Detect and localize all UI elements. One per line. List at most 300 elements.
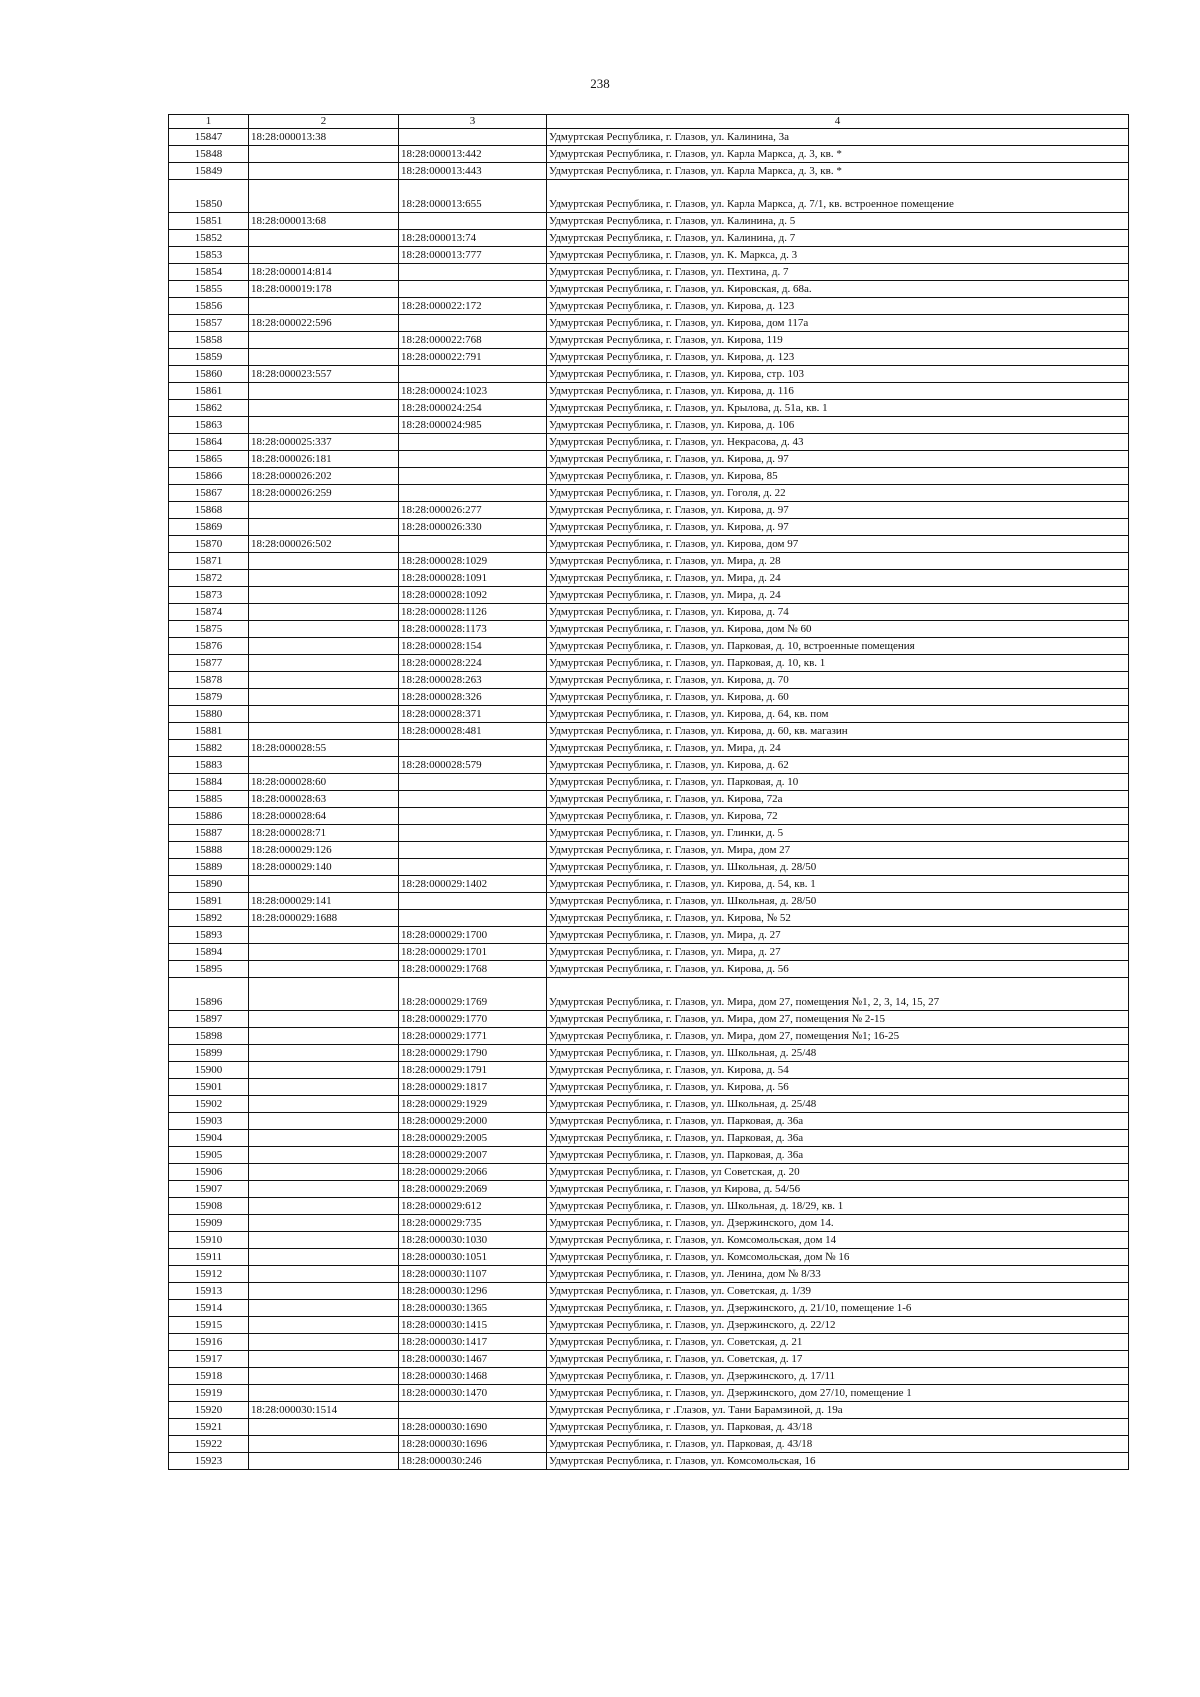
row-number-cell: 15913 [169, 1283, 249, 1300]
address-cell: Удмуртская Республика, г. Глазов, ул. Парковая, д. 36а [547, 1147, 1129, 1164]
cadastral-land-cell [249, 1045, 399, 1062]
cadastral-object-cell [399, 434, 547, 451]
address-cell: Удмуртская Республика, г. Глазов, ул. Дзержинского, дом 27/10, помещение 1 [547, 1385, 1129, 1402]
address-cell: Удмуртская Республика, г. Глазов, ул. Мира, д. 28 [547, 553, 1129, 570]
cadastral-object-cell [399, 281, 547, 298]
address-cell: Удмуртская Республика, г. Глазов, ул. Дзержинского, дом 14. [547, 1215, 1129, 1232]
row-number-cell: 15850 [169, 180, 249, 213]
table-row [169, 1215, 1129, 1232]
cadastral-land-cell: 18:28:000029:141 [249, 893, 399, 910]
cadastral-object-cell: 18:28:000029:1768 [399, 961, 547, 978]
table-row [169, 230, 1129, 247]
cadastral-object-cell: 18:28:000029:1790 [399, 1045, 547, 1062]
cadastral-land-cell [249, 1130, 399, 1147]
row-number-cell: 15908 [169, 1198, 249, 1215]
cadastral-land-cell [249, 876, 399, 893]
address-cell: Удмуртская Республика, г. Глазов, ул. Кирова, дом № 60 [547, 621, 1129, 638]
address-cell: Удмуртская Республика, г. Глазов, ул. Школьная, д. 28/50 [547, 859, 1129, 876]
cadastral-land-cell [249, 587, 399, 604]
address-cell: Удмуртская Республика, г. Глазов, ул Советская, д. 20 [547, 1164, 1129, 1181]
table-row [169, 1249, 1129, 1266]
cadastral-object-cell [399, 485, 547, 502]
row-number-cell: 15854 [169, 264, 249, 281]
row-number-cell: 15847 [169, 129, 249, 146]
cadastral-object-cell: 18:28:000024:254 [399, 400, 547, 417]
table-row [169, 672, 1129, 689]
address-cell: Удмуртская Республика, г. Глазов, ул. Калинина, д. 7 [547, 230, 1129, 247]
address-cell: Удмуртская Республика, г. Глазов, ул. Парковая, д. 10, кв. 1 [547, 655, 1129, 672]
address-cell: Удмуртская Республика, г. Глазов, ул. Кирова, д. 60, кв. магазин [547, 723, 1129, 740]
address-cell: Удмуртская Республика, г. Глазов, ул. Кирова, д. 123 [547, 298, 1129, 315]
cadastral-land-cell: 18:28:000026:259 [249, 485, 399, 502]
cadastral-object-cell: 18:28:000028:154 [399, 638, 547, 655]
table-body [169, 129, 1129, 1470]
address-cell: Удмуртская Республика, г. Глазов, ул. Парковая, д. 10 [547, 774, 1129, 791]
row-number-cell: 15895 [169, 961, 249, 978]
address-cell: Удмуртская Республика, г. Глазов, ул. Кирова, 72а [547, 791, 1129, 808]
cadastral-land-cell [249, 1232, 399, 1249]
row-number-cell: 15852 [169, 230, 249, 247]
cadastral-object-cell: 18:28:000013:74 [399, 230, 547, 247]
cadastral-land-cell [249, 1181, 399, 1198]
row-number-cell: 15882 [169, 740, 249, 757]
header-col-2: 2 [249, 115, 399, 129]
cadastral-object-cell [399, 366, 547, 383]
table-row [169, 536, 1129, 553]
cadastral-object-cell: 18:28:000022:768 [399, 332, 547, 349]
cadastral-object-cell: 18:28:000029:612 [399, 1198, 547, 1215]
row-number-cell: 15899 [169, 1045, 249, 1062]
cadastral-object-cell: 18:28:000029:1770 [399, 1011, 547, 1028]
address-cell: Удмуртская Республика, г. Глазов, ул. К. Маркса, д. 3 [547, 247, 1129, 264]
row-number-cell: 15878 [169, 672, 249, 689]
address-cell: Удмуртская Республика, г. Глазов, ул. Дзержинского, д. 22/12 [547, 1317, 1129, 1334]
cadastral-land-cell [249, 146, 399, 163]
row-number-cell: 15863 [169, 417, 249, 434]
cadastral-object-cell [399, 536, 547, 553]
address-cell: Удмуртская Республика, г. Глазов, ул. Кирова, д. 116 [547, 383, 1129, 400]
address-cell: Удмуртская Республика, г. Глазов, ул. Гоголя, д. 22 [547, 485, 1129, 502]
row-number-cell: 15872 [169, 570, 249, 587]
address-cell: Удмуртская Республика, г. Глазов, ул. Кирова, стр. 103 [547, 366, 1129, 383]
row-number-cell: 15874 [169, 604, 249, 621]
cadastral-land-cell [249, 180, 399, 213]
row-number-cell: 15857 [169, 315, 249, 332]
address-cell: Удмуртская Республика, г .Глазов, ул. Тани Барамзиной, д. 19а [547, 1402, 1129, 1419]
cadastral-object-cell: 18:28:000013:777 [399, 247, 547, 264]
address-cell: Удмуртская Республика, г. Глазов, ул. Карла Маркса, д. 7/1, кв. встроенное помещение [547, 180, 1129, 213]
address-cell: Удмуртская Республика, г. Глазов, ул. Кирова, дом 117а [547, 315, 1129, 332]
cadastral-object-cell: 18:28:000029:1402 [399, 876, 547, 893]
address-cell: Удмуртская Республика, г. Глазов, ул. Калинина, 3а [547, 129, 1129, 146]
cadastral-object-cell: 18:28:000029:1929 [399, 1096, 547, 1113]
cadastral-land-cell [249, 1215, 399, 1232]
row-number-cell: 15871 [169, 553, 249, 570]
header-col-3: 3 [399, 115, 547, 129]
address-cell: Удмуртская Республика, г. Глазов, ул. Мира, дом 27, помещения №1; 16-25 [547, 1028, 1129, 1045]
cadastral-object-cell: 18:28:000030:1296 [399, 1283, 547, 1300]
address-cell: Удмуртская Республика, г. Глазов, ул. Кирова, д. 62 [547, 757, 1129, 774]
cadastral-land-cell [249, 1453, 399, 1470]
cadastral-object-cell [399, 213, 547, 230]
row-number-cell: 15891 [169, 893, 249, 910]
address-cell: Удмуртская Республика, г. Глазов, ул. Кирова, д. 97 [547, 519, 1129, 536]
address-cell: Удмуртская Республика, г. Глазов, ул. Комсомольская, дом № 16 [547, 1249, 1129, 1266]
table-row [169, 180, 1129, 213]
table-header [169, 115, 1129, 129]
table-row [169, 876, 1129, 893]
table-row [169, 978, 1129, 1011]
table-row [169, 400, 1129, 417]
table-row [169, 1045, 1129, 1062]
row-number-cell: 15884 [169, 774, 249, 791]
cadastral-object-cell [399, 808, 547, 825]
address-cell: Удмуртская Республика, г. Глазов, ул. Кирова, д. 97 [547, 451, 1129, 468]
cadastral-land-cell [249, 349, 399, 366]
table-row [169, 1334, 1129, 1351]
address-cell: Удмуртская Республика, г. Глазов, ул. Школьная, д. 28/50 [547, 893, 1129, 910]
table-row [169, 825, 1129, 842]
table-row [169, 468, 1129, 485]
registry-table [168, 114, 1129, 1470]
cadastral-land-cell: 18:28:000022:596 [249, 315, 399, 332]
table-row [169, 1198, 1129, 1215]
table-row [169, 1096, 1129, 1113]
address-cell: Удмуртская Республика, г. Глазов, ул. Карла Маркса, д. 3, кв. * [547, 163, 1129, 180]
cadastral-land-cell [249, 689, 399, 706]
table-row [169, 281, 1129, 298]
row-number-cell: 15892 [169, 910, 249, 927]
cadastral-object-cell [399, 842, 547, 859]
cadastral-land-cell [249, 400, 399, 417]
table-row [169, 757, 1129, 774]
row-number-cell: 15849 [169, 163, 249, 180]
row-number-cell: 15914 [169, 1300, 249, 1317]
cadastral-object-cell: 18:28:000030:1468 [399, 1368, 547, 1385]
cadastral-object-cell [399, 910, 547, 927]
cadastral-land-cell: 18:28:000026:181 [249, 451, 399, 468]
address-cell: Удмуртская Республика, г. Глазов, ул. Некрасова, д. 43 [547, 434, 1129, 451]
table-row [169, 434, 1129, 451]
cadastral-land-cell [249, 383, 399, 400]
cadastral-object-cell: 18:28:000026:330 [399, 519, 547, 536]
cadastral-land-cell [249, 1419, 399, 1436]
cadastral-object-cell [399, 468, 547, 485]
table-row [169, 1079, 1129, 1096]
cadastral-object-cell: 18:28:000028:481 [399, 723, 547, 740]
cadastral-object-cell: 18:28:000030:1051 [399, 1249, 547, 1266]
table-row [169, 774, 1129, 791]
table-row [169, 1028, 1129, 1045]
table-row [169, 1283, 1129, 1300]
cadastral-land-cell [249, 332, 399, 349]
cadastral-object-cell: 18:28:000030:1690 [399, 1419, 547, 1436]
table-row [169, 1130, 1129, 1147]
row-number-cell: 15861 [169, 383, 249, 400]
row-number-cell: 15888 [169, 842, 249, 859]
address-cell: Удмуртская Республика, г. Глазов, ул. Парковая, д. 10, встроенные помещения [547, 638, 1129, 655]
row-number-cell: 15875 [169, 621, 249, 638]
header-col-4: 4 [547, 115, 1129, 129]
row-number-cell: 15881 [169, 723, 249, 740]
row-number-cell: 15866 [169, 468, 249, 485]
address-cell: Удмуртская Республика, г. Глазов, ул. Парковая, д. 36а [547, 1130, 1129, 1147]
address-cell: Удмуртская Республика, г. Глазов, ул. Мира, д. 24 [547, 587, 1129, 604]
address-cell: Удмуртская Республика, г. Глазов, ул. Кирова, д. 106 [547, 417, 1129, 434]
cadastral-land-cell [249, 247, 399, 264]
address-cell: Удмуртская Республика, г. Глазов, ул. Карла Маркса, д. 3, кв. * [547, 146, 1129, 163]
cadastral-land-cell [249, 604, 399, 621]
address-cell: Удмуртская Республика, г. Глазов, ул. Кировская, д. 68а. [547, 281, 1129, 298]
cadastral-object-cell: 18:28:000030:1107 [399, 1266, 547, 1283]
row-number-cell: 15886 [169, 808, 249, 825]
cadastral-land-cell [249, 1147, 399, 1164]
row-number-cell: 15916 [169, 1334, 249, 1351]
cadastral-land-cell [249, 1062, 399, 1079]
cadastral-object-cell: 18:28:000028:1126 [399, 604, 547, 621]
cadastral-land-cell [249, 519, 399, 536]
cadastral-object-cell: 18:28:000028:1092 [399, 587, 547, 604]
cadastral-object-cell [399, 129, 547, 146]
cadastral-object-cell [399, 264, 547, 281]
address-cell: Удмуртская Республика, г. Глазов, ул. Парковая, д. 36а [547, 1113, 1129, 1130]
table-row [169, 383, 1129, 400]
cadastral-land-cell [249, 944, 399, 961]
cadastral-land-cell [249, 1436, 399, 1453]
cadastral-object-cell: 18:28:000022:172 [399, 298, 547, 315]
address-cell: Удмуртская Республика, г. Глазов, ул. Мира, д. 24 [547, 570, 1129, 587]
row-number-cell: 15921 [169, 1419, 249, 1436]
row-number-cell: 15858 [169, 332, 249, 349]
table-row [169, 638, 1129, 655]
address-cell: Удмуртская Республика, г. Глазов, ул. Калинина, д. 5 [547, 213, 1129, 230]
table-row [169, 927, 1129, 944]
row-number-cell: 15905 [169, 1147, 249, 1164]
cadastral-object-cell [399, 791, 547, 808]
row-number-cell: 15901 [169, 1079, 249, 1096]
table-row [169, 621, 1129, 638]
cadastral-land-cell: 18:28:000028:71 [249, 825, 399, 842]
cadastral-object-cell: 18:28:000029:2005 [399, 1130, 547, 1147]
cadastral-object-cell: 18:28:000029:2066 [399, 1164, 547, 1181]
address-cell: Удмуртская Республика, г. Глазов, ул. Парковая, д. 43/18 [547, 1419, 1129, 1436]
cadastral-object-cell [399, 1402, 547, 1419]
address-cell: Удмуртская Республика, г. Глазов, ул. Школьная, д. 25/48 [547, 1045, 1129, 1062]
cadastral-land-cell [249, 1011, 399, 1028]
table-row [169, 146, 1129, 163]
address-cell: Удмуртская Республика, г. Глазов, ул. Советская, д. 1/39 [547, 1283, 1129, 1300]
table-row [169, 604, 1129, 621]
cadastral-land-cell [249, 706, 399, 723]
table-row [169, 1011, 1129, 1028]
table-row [169, 247, 1129, 264]
table-row [169, 1300, 1129, 1317]
cadastral-object-cell: 18:28:000030:246 [399, 1453, 547, 1470]
row-number-cell: 15909 [169, 1215, 249, 1232]
cadastral-land-cell: 18:28:000029:140 [249, 859, 399, 876]
row-number-cell: 15907 [169, 1181, 249, 1198]
cadastral-object-cell: 18:28:000022:791 [399, 349, 547, 366]
cadastral-object-cell: 18:28:000029:1771 [399, 1028, 547, 1045]
table-row [169, 349, 1129, 366]
table-row [169, 910, 1129, 927]
row-number-cell: 15889 [169, 859, 249, 876]
cadastral-land-cell [249, 1300, 399, 1317]
row-number-cell: 15897 [169, 1011, 249, 1028]
row-number-cell: 15903 [169, 1113, 249, 1130]
table-row [169, 1164, 1129, 1181]
cadastral-object-cell [399, 825, 547, 842]
cadastral-object-cell [399, 315, 547, 332]
row-number-cell: 15851 [169, 213, 249, 230]
table-row [169, 1351, 1129, 1368]
table-row [169, 264, 1129, 281]
cadastral-land-cell [249, 570, 399, 587]
table-row [169, 1113, 1129, 1130]
cadastral-object-cell: 18:28:000026:277 [399, 502, 547, 519]
row-number-cell: 15887 [169, 825, 249, 842]
table-row [169, 570, 1129, 587]
row-number-cell: 15923 [169, 1453, 249, 1470]
row-number-cell: 15920 [169, 1402, 249, 1419]
address-cell: Удмуртская Республика, г. Глазов, ул. Кирова, д. 54, кв. 1 [547, 876, 1129, 893]
cadastral-object-cell: 18:28:000028:371 [399, 706, 547, 723]
cadastral-object-cell: 18:28:000028:579 [399, 757, 547, 774]
cadastral-object-cell: 18:28:000028:1173 [399, 621, 547, 638]
table-row [169, 1232, 1129, 1249]
cadastral-land-cell [249, 621, 399, 638]
table-row [169, 451, 1129, 468]
row-number-cell: 15919 [169, 1385, 249, 1402]
table-row [169, 808, 1129, 825]
cadastral-object-cell: 18:28:000029:1701 [399, 944, 547, 961]
cadastral-land-cell [249, 1283, 399, 1300]
table-row [169, 332, 1129, 349]
row-number-cell: 15917 [169, 1351, 249, 1368]
row-number-cell: 15873 [169, 587, 249, 604]
cadastral-object-cell: 18:28:000030:1417 [399, 1334, 547, 1351]
row-number-cell: 15893 [169, 927, 249, 944]
page-number: 238 [590, 76, 610, 91]
cadastral-object-cell: 18:28:000013:442 [399, 146, 547, 163]
cadastral-land-cell: 18:28:000019:178 [249, 281, 399, 298]
cadastral-object-cell [399, 740, 547, 757]
cadastral-land-cell [249, 1249, 399, 1266]
cadastral-object-cell: 18:28:000029:2069 [399, 1181, 547, 1198]
table-row [169, 519, 1129, 536]
address-cell: Удмуртская Республика, г. Глазов, ул. Дзержинского, д. 21/10, помещение 1-6 [547, 1300, 1129, 1317]
cadastral-land-cell [249, 1317, 399, 1334]
cadastral-object-cell: 18:28:000029:1791 [399, 1062, 547, 1079]
address-cell: Удмуртская Республика, г. Глазов, ул. Мира, дом 27 [547, 842, 1129, 859]
cadastral-land-cell [249, 1164, 399, 1181]
table-row [169, 740, 1129, 757]
table-row [169, 1062, 1129, 1079]
cadastral-land-cell [249, 961, 399, 978]
cadastral-land-cell: 18:28:000026:502 [249, 536, 399, 553]
address-cell: Удмуртская Республика, г. Глазов, ул. Советская, д. 21 [547, 1334, 1129, 1351]
table-row [169, 791, 1129, 808]
cadastral-land-cell: 18:28:000029:126 [249, 842, 399, 859]
table-row [169, 859, 1129, 876]
cadastral-land-cell [249, 1385, 399, 1402]
address-cell: Удмуртская Республика, г. Глазов, ул. Кирова, д. 123 [547, 349, 1129, 366]
cadastral-object-cell: 18:28:000029:735 [399, 1215, 547, 1232]
table-row [169, 163, 1129, 180]
cadastral-land-cell [249, 298, 399, 315]
cadastral-object-cell: 18:28:000028:1091 [399, 570, 547, 587]
cadastral-object-cell: 18:28:000030:1696 [399, 1436, 547, 1453]
cadastral-object-cell: 18:28:000030:1030 [399, 1232, 547, 1249]
table-row [169, 553, 1129, 570]
cadastral-land-cell [249, 655, 399, 672]
address-cell: Удмуртская Республика, г. Глазов, ул. Парковая, д. 43/18 [547, 1436, 1129, 1453]
cadastral-land-cell [249, 417, 399, 434]
address-cell: Удмуртская Республика, г. Глазов, ул. Мира, д. 24 [547, 740, 1129, 757]
cadastral-land-cell: 18:28:000030:1514 [249, 1402, 399, 1419]
table-row [169, 1436, 1129, 1453]
address-cell: Удмуртская Республика, г. Глазов, ул. Кирова, № 52 [547, 910, 1129, 927]
cadastral-object-cell: 18:28:000028:224 [399, 655, 547, 672]
cadastral-land-cell: 18:28:000028:55 [249, 740, 399, 757]
row-number-cell: 15915 [169, 1317, 249, 1334]
cadastral-land-cell [249, 1028, 399, 1045]
cadastral-object-cell [399, 859, 547, 876]
table-row [169, 1385, 1129, 1402]
address-cell: Удмуртская Республика, г. Глазов, ул. Пехтина, д. 7 [547, 264, 1129, 281]
row-number-cell: 15862 [169, 400, 249, 417]
address-cell: Удмуртская Республика, г. Глазов, ул Кирова, д. 54/56 [547, 1181, 1129, 1198]
address-cell: Удмуртская Республика, г. Глазов, ул. Глинки, д. 5 [547, 825, 1129, 842]
cadastral-land-cell [249, 757, 399, 774]
row-number-cell: 15898 [169, 1028, 249, 1045]
table-row [169, 1402, 1129, 1419]
cadastral-land-cell [249, 672, 399, 689]
address-cell: Удмуртская Республика, г. Глазов, ул. Комсомольская, 16 [547, 1453, 1129, 1470]
cadastral-object-cell: 18:28:000013:655 [399, 180, 547, 213]
row-number-cell: 15867 [169, 485, 249, 502]
cadastral-land-cell: 18:28:000028:60 [249, 774, 399, 791]
address-cell: Удмуртская Республика, г. Глазов, ул. Ленина, дом № 8/33 [547, 1266, 1129, 1283]
table-row [169, 1368, 1129, 1385]
cadastral-object-cell: 18:28:000028:1029 [399, 553, 547, 570]
cadastral-land-cell: 18:28:000028:63 [249, 791, 399, 808]
row-number-cell: 15876 [169, 638, 249, 655]
table-row [169, 1453, 1129, 1470]
row-number-cell: 15880 [169, 706, 249, 723]
row-number-cell: 15910 [169, 1232, 249, 1249]
cadastral-land-cell [249, 1266, 399, 1283]
row-number-cell: 15912 [169, 1266, 249, 1283]
row-number-cell: 15855 [169, 281, 249, 298]
cadastral-land-cell [249, 1079, 399, 1096]
row-number-cell: 15860 [169, 366, 249, 383]
cadastral-object-cell: 18:28:000029:1817 [399, 1079, 547, 1096]
row-number-cell: 15859 [169, 349, 249, 366]
table-row [169, 1147, 1129, 1164]
table-row [169, 842, 1129, 859]
cadastral-land-cell [249, 1368, 399, 1385]
row-number-cell: 15922 [169, 1436, 249, 1453]
address-cell: Удмуртская Республика, г. Глазов, ул. Кирова, 119 [547, 332, 1129, 349]
cadastral-land-cell [249, 230, 399, 247]
cadastral-land-cell: 18:28:000013:68 [249, 213, 399, 230]
address-cell: Удмуртская Республика, г. Глазов, ул. Мира, дом 27, помещения №1, 2, 3, 14, 15, 27 [547, 978, 1129, 1011]
cadastral-land-cell [249, 1198, 399, 1215]
table-row [169, 723, 1129, 740]
address-cell: Удмуртская Республика, г. Глазов, ул. Мира, дом 27, помещения № 2-15 [547, 1011, 1129, 1028]
cadastral-object-cell [399, 774, 547, 791]
